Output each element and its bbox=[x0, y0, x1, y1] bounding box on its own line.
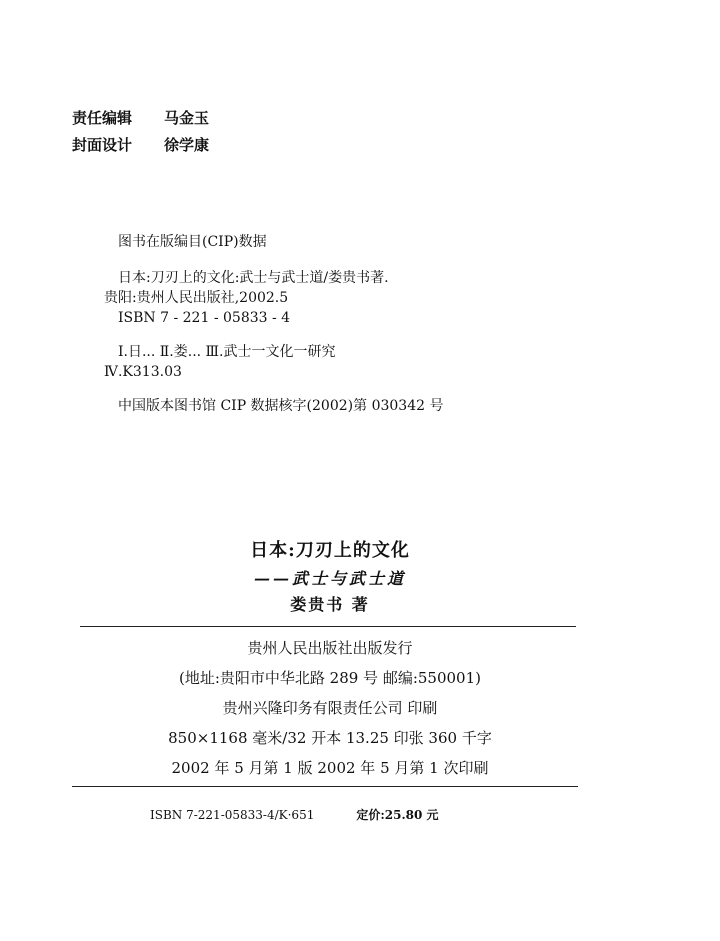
credit-label: 封面设计 bbox=[72, 136, 133, 154]
cip-heading: 图书在版编目(CIP)数据 bbox=[118, 234, 267, 250]
cip-line: 日本:刀刃上的文化:武士与武士道/娄贵书著. bbox=[118, 270, 389, 286]
credit-value: 徐学康 bbox=[164, 136, 210, 154]
credit-value: 马金玉 bbox=[164, 109, 210, 127]
cip-block bbox=[104, 232, 444, 416]
credit-label: 责任编辑 bbox=[72, 109, 133, 127]
cip-record-number: 中国版本图书馆 CIP 数据核字(2002)第 030342 号 bbox=[118, 398, 444, 414]
book-subtitle: ——武士与武士道 bbox=[253, 569, 406, 588]
cip-line: 贵阳:贵州人民出版社,2002.5 bbox=[104, 290, 289, 306]
format-line: 850×1168 毫米/32 开本 13.25 印张 360 千字 bbox=[168, 729, 492, 747]
book-title: 日本:刀刃上的文化 bbox=[250, 540, 410, 561]
credits-block bbox=[72, 105, 209, 159]
address-line: (地址:贵阳市中华北路 289 号 邮编:550001) bbox=[178, 669, 481, 687]
divider-top bbox=[80, 626, 576, 627]
footer-isbn: ISBN 7-221-05833-4/K·651 bbox=[150, 808, 315, 822]
footer-price: 定价:25.80 元 bbox=[356, 808, 439, 822]
cip-class-line: Ⅳ.K313.03 bbox=[104, 364, 182, 380]
book-author: 娄贵书 著 bbox=[290, 595, 370, 614]
isbn-price-line bbox=[150, 806, 439, 823]
credit-editor bbox=[72, 105, 209, 132]
printer-line: 贵州兴隆印务有限责任公司 印刷 bbox=[222, 699, 438, 717]
publication-info bbox=[0, 633, 660, 783]
credit-cover-design bbox=[72, 132, 209, 159]
cip-line: ISBN 7 - 221 - 05833 - 4 bbox=[118, 310, 291, 326]
edition-line: 2002 年 5 月第 1 版 2002 年 5 月第 1 次印刷 bbox=[171, 759, 489, 777]
publisher-line: 贵州人民出版社出版发行 bbox=[247, 639, 413, 657]
divider-bottom bbox=[72, 786, 578, 787]
cip-class-line: Ⅰ.日... Ⅱ.娄... Ⅲ.武士一文化一研究 bbox=[118, 344, 336, 360]
